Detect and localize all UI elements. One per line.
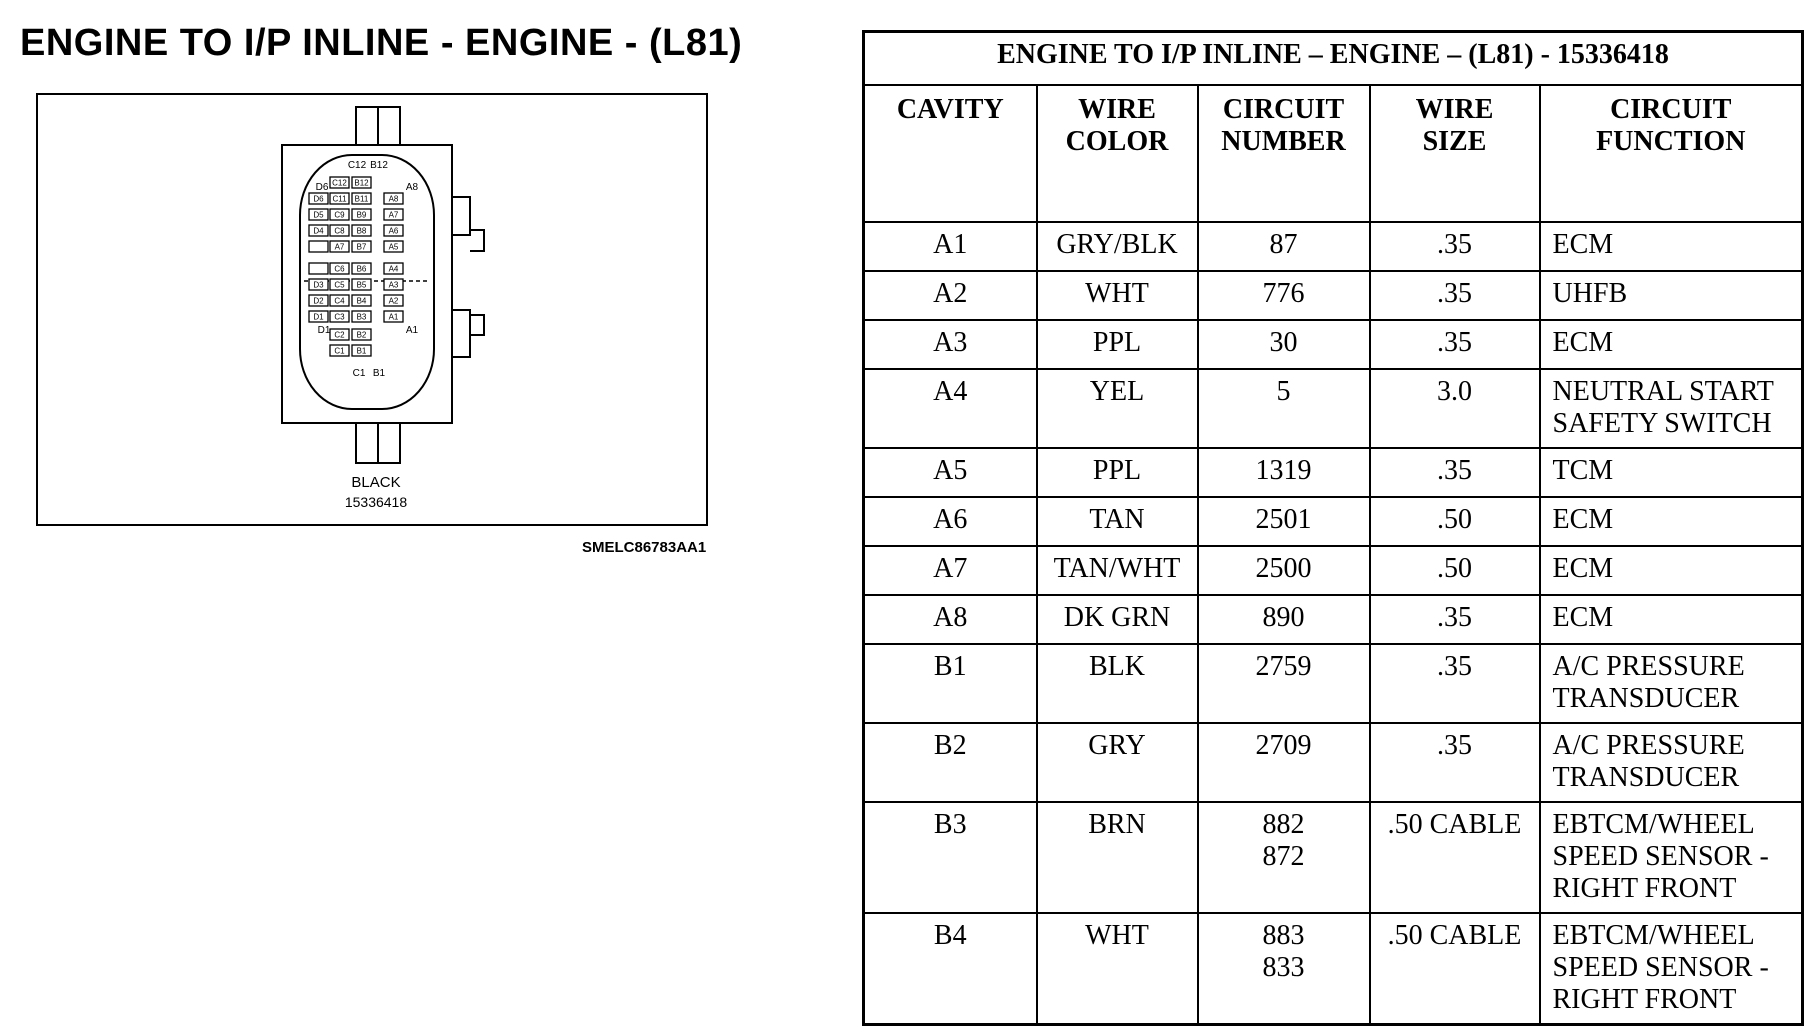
cell-circuit-function bbox=[1540, 723, 1803, 802]
cavity-label: B6 bbox=[356, 264, 367, 274]
table-row bbox=[864, 644, 1803, 723]
cell-wire-size: .35 bbox=[1370, 448, 1540, 497]
circuit-function-line: TCM bbox=[1552, 454, 1614, 486]
cavity-label: C12 bbox=[332, 178, 347, 188]
table-row bbox=[864, 595, 1803, 644]
pinout-table-container bbox=[862, 30, 1804, 1026]
circuit-function-line: EBTCM/WHEEL bbox=[1552, 808, 1755, 840]
table-row bbox=[864, 369, 1803, 448]
table-row bbox=[864, 222, 1803, 271]
cavity-label: B1 bbox=[356, 346, 367, 356]
connector-title: ENGINE TO I/P INLINE - ENGINE - (L81) bbox=[20, 22, 743, 64]
cell-circuit-function bbox=[1540, 369, 1803, 448]
cavity-label: C3 bbox=[334, 312, 345, 322]
callout-d6: D6 bbox=[315, 182, 329, 193]
callout-b12: B12 bbox=[370, 160, 388, 171]
cell-wire-size: .35 bbox=[1370, 271, 1540, 320]
table-row bbox=[864, 448, 1803, 497]
header-circuit-number: CIRCUIT NUMBER bbox=[1198, 85, 1370, 222]
table-row bbox=[864, 723, 1803, 802]
circuit-function-line: ECM bbox=[1552, 228, 1614, 260]
cavity-label: A6 bbox=[388, 226, 399, 236]
cavity-label: C1 bbox=[334, 346, 345, 356]
circuit-number-line: 776 bbox=[1262, 277, 1305, 309]
cell-cavity: A7 bbox=[864, 546, 1037, 595]
connector-diagram-frame bbox=[36, 93, 708, 526]
cell-wire-color: WHT bbox=[1037, 913, 1198, 1025]
circuit-function-line: ECM bbox=[1552, 601, 1614, 633]
circuit-number-line: 833 bbox=[1262, 951, 1305, 983]
side-keys bbox=[452, 197, 484, 357]
header-wire-color: WIRE COLOR bbox=[1037, 85, 1198, 222]
cell-cavity: B2 bbox=[864, 723, 1037, 802]
cavity-label: D3 bbox=[313, 280, 324, 290]
cavity-label: B9 bbox=[356, 210, 367, 220]
cell-wire-size: .50 bbox=[1370, 497, 1540, 546]
cell-wire-size: .50 bbox=[1370, 546, 1540, 595]
cell-circuit-function bbox=[1540, 913, 1803, 1025]
pinout-table-body bbox=[864, 222, 1803, 1025]
cavity-label: B5 bbox=[356, 280, 367, 290]
cell-wire-size: .35 bbox=[1370, 723, 1540, 802]
cavity-label: D4 bbox=[313, 226, 324, 236]
callout-d1: D1 bbox=[317, 325, 331, 336]
cavity-label: D2 bbox=[313, 296, 324, 306]
cavity-cell bbox=[309, 241, 328, 252]
circuit-function-line: EBTCM/WHEEL bbox=[1552, 919, 1755, 951]
cavity-label: A7 bbox=[334, 242, 345, 252]
cavity-label: C4 bbox=[334, 296, 345, 306]
cell-circuit-function bbox=[1540, 644, 1803, 723]
cavity-label: C6 bbox=[334, 264, 345, 274]
circuit-function-line: SPEED SENSOR - bbox=[1552, 840, 1769, 872]
cell-wire-color: TAN bbox=[1037, 497, 1198, 546]
callout-b1: B1 bbox=[372, 368, 386, 379]
cell-circuit-function bbox=[1540, 222, 1803, 271]
cell-circuit-function bbox=[1540, 271, 1803, 320]
cavity-label: A7 bbox=[388, 210, 399, 220]
circuit-function-line: TRANSDUCER bbox=[1552, 682, 1740, 714]
circuit-function-line: UHFB bbox=[1552, 277, 1628, 309]
circuit-number-line: 2759 bbox=[1255, 650, 1312, 682]
cell-cavity: A8 bbox=[864, 595, 1037, 644]
cavity-label: A8 bbox=[388, 194, 399, 204]
cell-circuit-function bbox=[1540, 448, 1803, 497]
circuit-function-line: NEUTRAL START bbox=[1552, 375, 1774, 407]
cell-circuit-number bbox=[1198, 644, 1370, 723]
connector-part-number: 15336418 bbox=[344, 494, 408, 510]
cell-circuit-function bbox=[1540, 497, 1803, 546]
cell-wire-color: BLK bbox=[1037, 644, 1198, 723]
cavity-label: D6 bbox=[313, 194, 324, 204]
cavity-label: A5 bbox=[388, 242, 399, 252]
cell-cavity: A2 bbox=[864, 271, 1037, 320]
table-row bbox=[864, 546, 1803, 595]
cavity-label: A1 bbox=[388, 312, 399, 322]
header-wire-size: WIRE SIZE bbox=[1370, 85, 1540, 222]
table-title: ENGINE TO I/P INLINE – ENGINE – (L81) - 15336418 bbox=[864, 32, 1803, 85]
cavity-label: B7 bbox=[356, 242, 367, 252]
cell-circuit-function bbox=[1540, 802, 1803, 913]
cell-circuit-function bbox=[1540, 546, 1803, 595]
cell-cavity: A5 bbox=[864, 448, 1037, 497]
circuit-number-line: 883 bbox=[1262, 919, 1305, 951]
diagram-reference-id: SMELC86783AA1 bbox=[582, 539, 707, 556]
cell-circuit-number bbox=[1198, 546, 1370, 595]
cell-cavity: A4 bbox=[864, 369, 1037, 448]
cavity-label: C5 bbox=[334, 280, 345, 290]
cavity-label: B8 bbox=[356, 226, 367, 236]
cell-wire-size: .35 bbox=[1370, 222, 1540, 271]
cell-wire-color: TAN/WHT bbox=[1037, 546, 1198, 595]
cavity-label: D1 bbox=[313, 312, 324, 322]
cell-circuit-function bbox=[1540, 595, 1803, 644]
circuit-function-line: ECM bbox=[1552, 552, 1614, 584]
circuit-function-line: TRANSDUCER bbox=[1552, 761, 1740, 793]
circuit-number-line: 30 bbox=[1269, 326, 1298, 358]
cell-circuit-number bbox=[1198, 222, 1370, 271]
cell-circuit-function bbox=[1540, 320, 1803, 369]
callout-c1: C1 bbox=[352, 368, 366, 379]
circuit-function-line: SAFETY SWITCH bbox=[1552, 407, 1772, 439]
cell-cavity: B1 bbox=[864, 644, 1037, 723]
pinout-table bbox=[862, 30, 1804, 1026]
circuit-number-line: 5 bbox=[1276, 375, 1291, 407]
top-latch bbox=[356, 107, 400, 147]
cell-cavity: B4 bbox=[864, 913, 1037, 1025]
circuit-number-line: 2500 bbox=[1255, 552, 1312, 584]
cell-cavity: A1 bbox=[864, 222, 1037, 271]
cell-cavity: A3 bbox=[864, 320, 1037, 369]
cell-cavity: B3 bbox=[864, 802, 1037, 913]
circuit-function-line: ECM bbox=[1552, 326, 1614, 358]
table-row bbox=[864, 320, 1803, 369]
table-row bbox=[864, 913, 1803, 1025]
circuit-number-line: 872 bbox=[1262, 840, 1305, 872]
circuit-function-line: A/C PRESSURE bbox=[1552, 729, 1745, 761]
cell-wire-color: DK GRN bbox=[1037, 595, 1198, 644]
circuit-function-line: SPEED SENSOR - bbox=[1552, 951, 1769, 983]
cell-circuit-number bbox=[1198, 369, 1370, 448]
connector-face-diagram bbox=[38, 95, 706, 524]
cavity-label: C8 bbox=[334, 226, 345, 236]
cell-wire-size: .35 bbox=[1370, 320, 1540, 369]
circuit-number-line: 890 bbox=[1262, 601, 1305, 633]
cavity-label: B12 bbox=[354, 178, 369, 188]
circuit-number-line: 882 bbox=[1262, 808, 1305, 840]
table-row bbox=[864, 271, 1803, 320]
cavity-label: C2 bbox=[334, 330, 345, 340]
cavity-label: A4 bbox=[388, 264, 399, 274]
cavity-label: B2 bbox=[356, 330, 367, 340]
cell-wire-size: .35 bbox=[1370, 595, 1540, 644]
cell-circuit-number bbox=[1198, 723, 1370, 802]
cell-circuit-number bbox=[1198, 271, 1370, 320]
connector-color-label: BLACK bbox=[351, 474, 401, 491]
callout-a8: A8 bbox=[405, 182, 419, 193]
circuit-function-line: ECM bbox=[1552, 503, 1614, 535]
cavity-label: B3 bbox=[356, 312, 367, 322]
cell-circuit-number bbox=[1198, 320, 1370, 369]
header-circuit-function: CIRCUIT FUNCTION bbox=[1540, 85, 1803, 222]
cell-circuit-number bbox=[1198, 448, 1370, 497]
cell-wire-color: PPL bbox=[1037, 320, 1198, 369]
cell-circuit-number bbox=[1198, 595, 1370, 644]
circuit-number-line: 87 bbox=[1269, 228, 1298, 260]
circuit-number-line: 2709 bbox=[1255, 729, 1312, 761]
cell-wire-color: BRN bbox=[1037, 802, 1198, 913]
cell-circuit-number bbox=[1198, 497, 1370, 546]
cavity-cell bbox=[309, 263, 328, 274]
cavity-label: C9 bbox=[334, 210, 345, 220]
cell-wire-color: WHT bbox=[1037, 271, 1198, 320]
table-row bbox=[864, 802, 1803, 913]
cell-cavity: A6 bbox=[864, 497, 1037, 546]
table-row bbox=[864, 497, 1803, 546]
cell-wire-size: .50 CABLE bbox=[1370, 913, 1540, 1025]
cell-wire-color: GRY bbox=[1037, 723, 1198, 802]
cell-wire-size: .35 bbox=[1370, 644, 1540, 723]
callout-c12: C12 bbox=[347, 160, 367, 171]
cell-wire-color: PPL bbox=[1037, 448, 1198, 497]
cell-circuit-number bbox=[1198, 913, 1370, 1025]
cavity-label: C11 bbox=[332, 194, 347, 204]
cell-wire-size: 3.0 bbox=[1370, 369, 1540, 448]
cavity-label: D5 bbox=[313, 210, 324, 220]
cavity-label: A2 bbox=[388, 296, 399, 306]
circuit-function-line: A/C PRESSURE bbox=[1552, 650, 1745, 682]
cavity-label: B4 bbox=[356, 296, 367, 306]
cell-wire-size: .50 CABLE bbox=[1370, 802, 1540, 913]
cavity-label: A3 bbox=[388, 280, 399, 290]
circuit-function-line: RIGHT FRONT bbox=[1552, 872, 1737, 904]
circuit-function-line: RIGHT FRONT bbox=[1552, 983, 1737, 1015]
callout-a1: A1 bbox=[405, 325, 419, 336]
circuit-number-line: 1319 bbox=[1255, 454, 1312, 486]
cavity-label: B11 bbox=[354, 194, 369, 204]
circuit-number-line: 2501 bbox=[1255, 503, 1312, 535]
cell-wire-color: GRY/BLK bbox=[1037, 222, 1198, 271]
header-cavity: CAVITY bbox=[864, 85, 1037, 222]
bottom-latch bbox=[356, 421, 400, 463]
cell-circuit-number bbox=[1198, 802, 1370, 913]
cell-wire-color: YEL bbox=[1037, 369, 1198, 448]
